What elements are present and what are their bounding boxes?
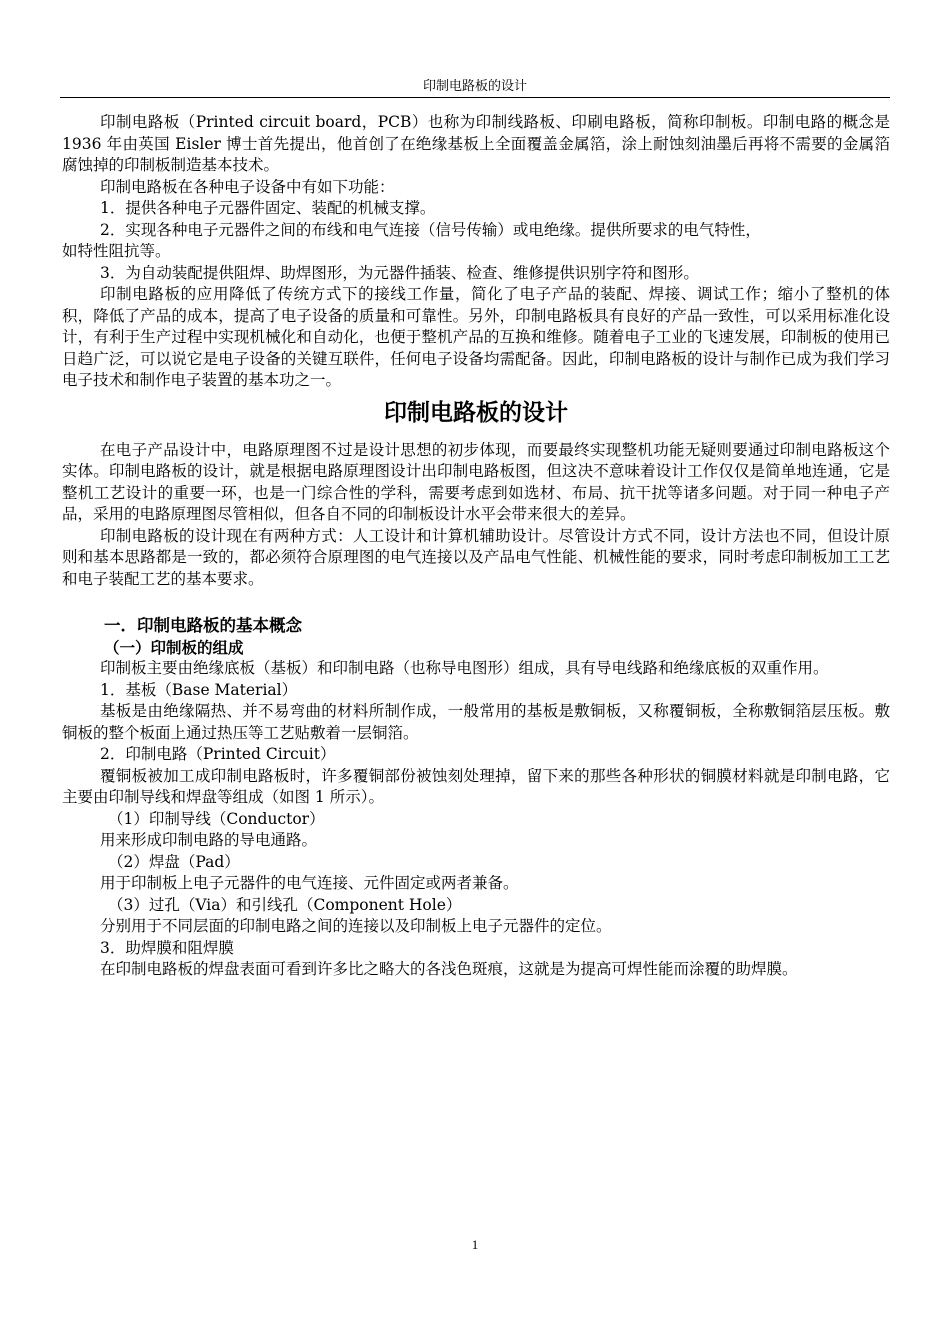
running-header: 印制电路板的设计: [422, 79, 527, 94]
header-rule: [60, 97, 890, 98]
function-item-3: 3．为自动装配提供阻焊、助焊图形，为元器件插装、检查、维修提供识别字符和图形。: [100, 263, 699, 282]
page-number: 1: [471, 1237, 479, 1252]
solder-mask-text: 在印制电路板的焊盘表面可看到许多比之略大的各浅色斑痕，这就是为提高可焊性能而涂覆的助焊膜。: [100, 960, 798, 978]
item-via: （3）过孔（Via）和引线孔（Component Hole）: [108, 895, 462, 914]
page-body: [62, 112, 890, 981]
item-base-material: 1．基板（Base Material）: [100, 680, 298, 699]
function-item-1: 1．提供各种电子元器件固定、装配的机械支撑。: [100, 199, 436, 217]
design-paragraph-2: 印制电路板的设计现在有两种方式：人工设计和计算机辅助设计。尽管设计方式不同，设计方法也不同，但设计原则和基本思路都是一致的，都必须符合原理图的电气连接以及产品电气性能、机械性能的要求，同时考虑印制板加工工艺和电子装配工艺的基本要求。: [62, 526, 890, 588]
function-item-2-continued: 如特性阻抗等。: [62, 242, 171, 260]
pad-text: 用于印制板上电子元器件的电气连接、元件固定或两者兼备。: [100, 874, 519, 892]
printed-circuit-text: 覆铜板被加工成印制电路板时，许多覆铜部份被蚀刻处理掉，留下来的那些各种形状的铜膜材料就是印制电路，它主要由印制导线和焊盘等组成（如图 1 所示）。: [62, 766, 890, 806]
function-item-2: 2．实现各种电子元器件之间的布线和电气连接（信号传输）或电绝缘。提供所要求的电气特性，: [100, 220, 761, 239]
section-heading: 一．印制电路板的基本概念: [104, 616, 302, 635]
item-solder-mask: 3．助焊膜和阻焊膜: [100, 938, 234, 957]
via-text: 分别用于不同层面的印制电路之间的连接以及印制板上电子元器件的定位。: [100, 917, 612, 935]
item-conductor: （1）印制导线（Conductor）: [108, 809, 325, 828]
subsection-heading: （一）印制板的组成: [104, 639, 244, 657]
base-material-text: 基板是由绝缘隔热、并不易弯曲的材料所制作成，一般常用的基板是敷铜板，又称覆铜板，全称敷铜箔层压板。敷铜板的整个板面上通过热压等工艺贴敷着一层铜箔。: [62, 702, 890, 742]
composition-paragraph: 印制板主要由绝缘底板（基板）和印制电路（也称导电图形）组成，具有导电线路和绝缘底板的双重作用。: [100, 659, 829, 677]
item-printed-circuit: 2．印制电路（Printed Circuit）: [100, 745, 336, 763]
intro-paragraph: 印制电路板（Printed circuit board，PCB）也称为印制线路板、印刷电路板，简称印制板。印制电路的概念是 1936 年由英国 Eisler 博士首先提出，他首创了在绝缘基板上全面覆盖金属箔，涂上耐蚀刻油墨后再将不需要的金属箔腐蚀掉的印制板制造基本技术。: [62, 113, 890, 174]
conductor-text: 用来形成印制电路的导电通路。: [100, 831, 318, 849]
intro-functions-lead: 印制电路板在各种电子设备中有如下功能：: [100, 177, 395, 196]
design-paragraph-1: 在电子产品设计中，电路原理图不过是设计思想的初步体现，而要最终实现整机功能无疑则要通过印制电路板这个实体。印制电路板的设计，就是根据电路原理图设计出印制电路板图，但这决不意味着设计工作仅仅是简单地连通，它是整机工艺设计的重要一环，也是一门综合性的学科，需要考虑到如选材、布局、抗干扰等诸多问题。对于同一种电子产品，采用的电路原理图尽管相似，但各自不同的印制板设计水平会带来很大的差异。: [62, 440, 890, 523]
main-title: 印制电路板的设计: [384, 399, 568, 426]
item-pad: （2）焊盘（Pad）: [108, 852, 240, 871]
intro-benefits-paragraph: 印制电路板的应用降低了传统方式下的接线工作量，简化了电子产品的装配、焊接、调试工作；缩小了整机的体积，降低了产品的成本，提高了电子设备的质量和可靠性。另外，印制电路板具有良好的产品一致性，可以采用标准化设计，有利于生产过程中实现机械化和自动化，也便于整机产品的互换和维修。随着电子工业的飞速发展，印制板的使用已日趋广泛，可以说它是电子设备的关键互联件，任何电子设备均需配备。因此，印制电路板的设计与制作已成为我们学习电子技术和制作电子装置的基本功之一。: [62, 285, 890, 389]
